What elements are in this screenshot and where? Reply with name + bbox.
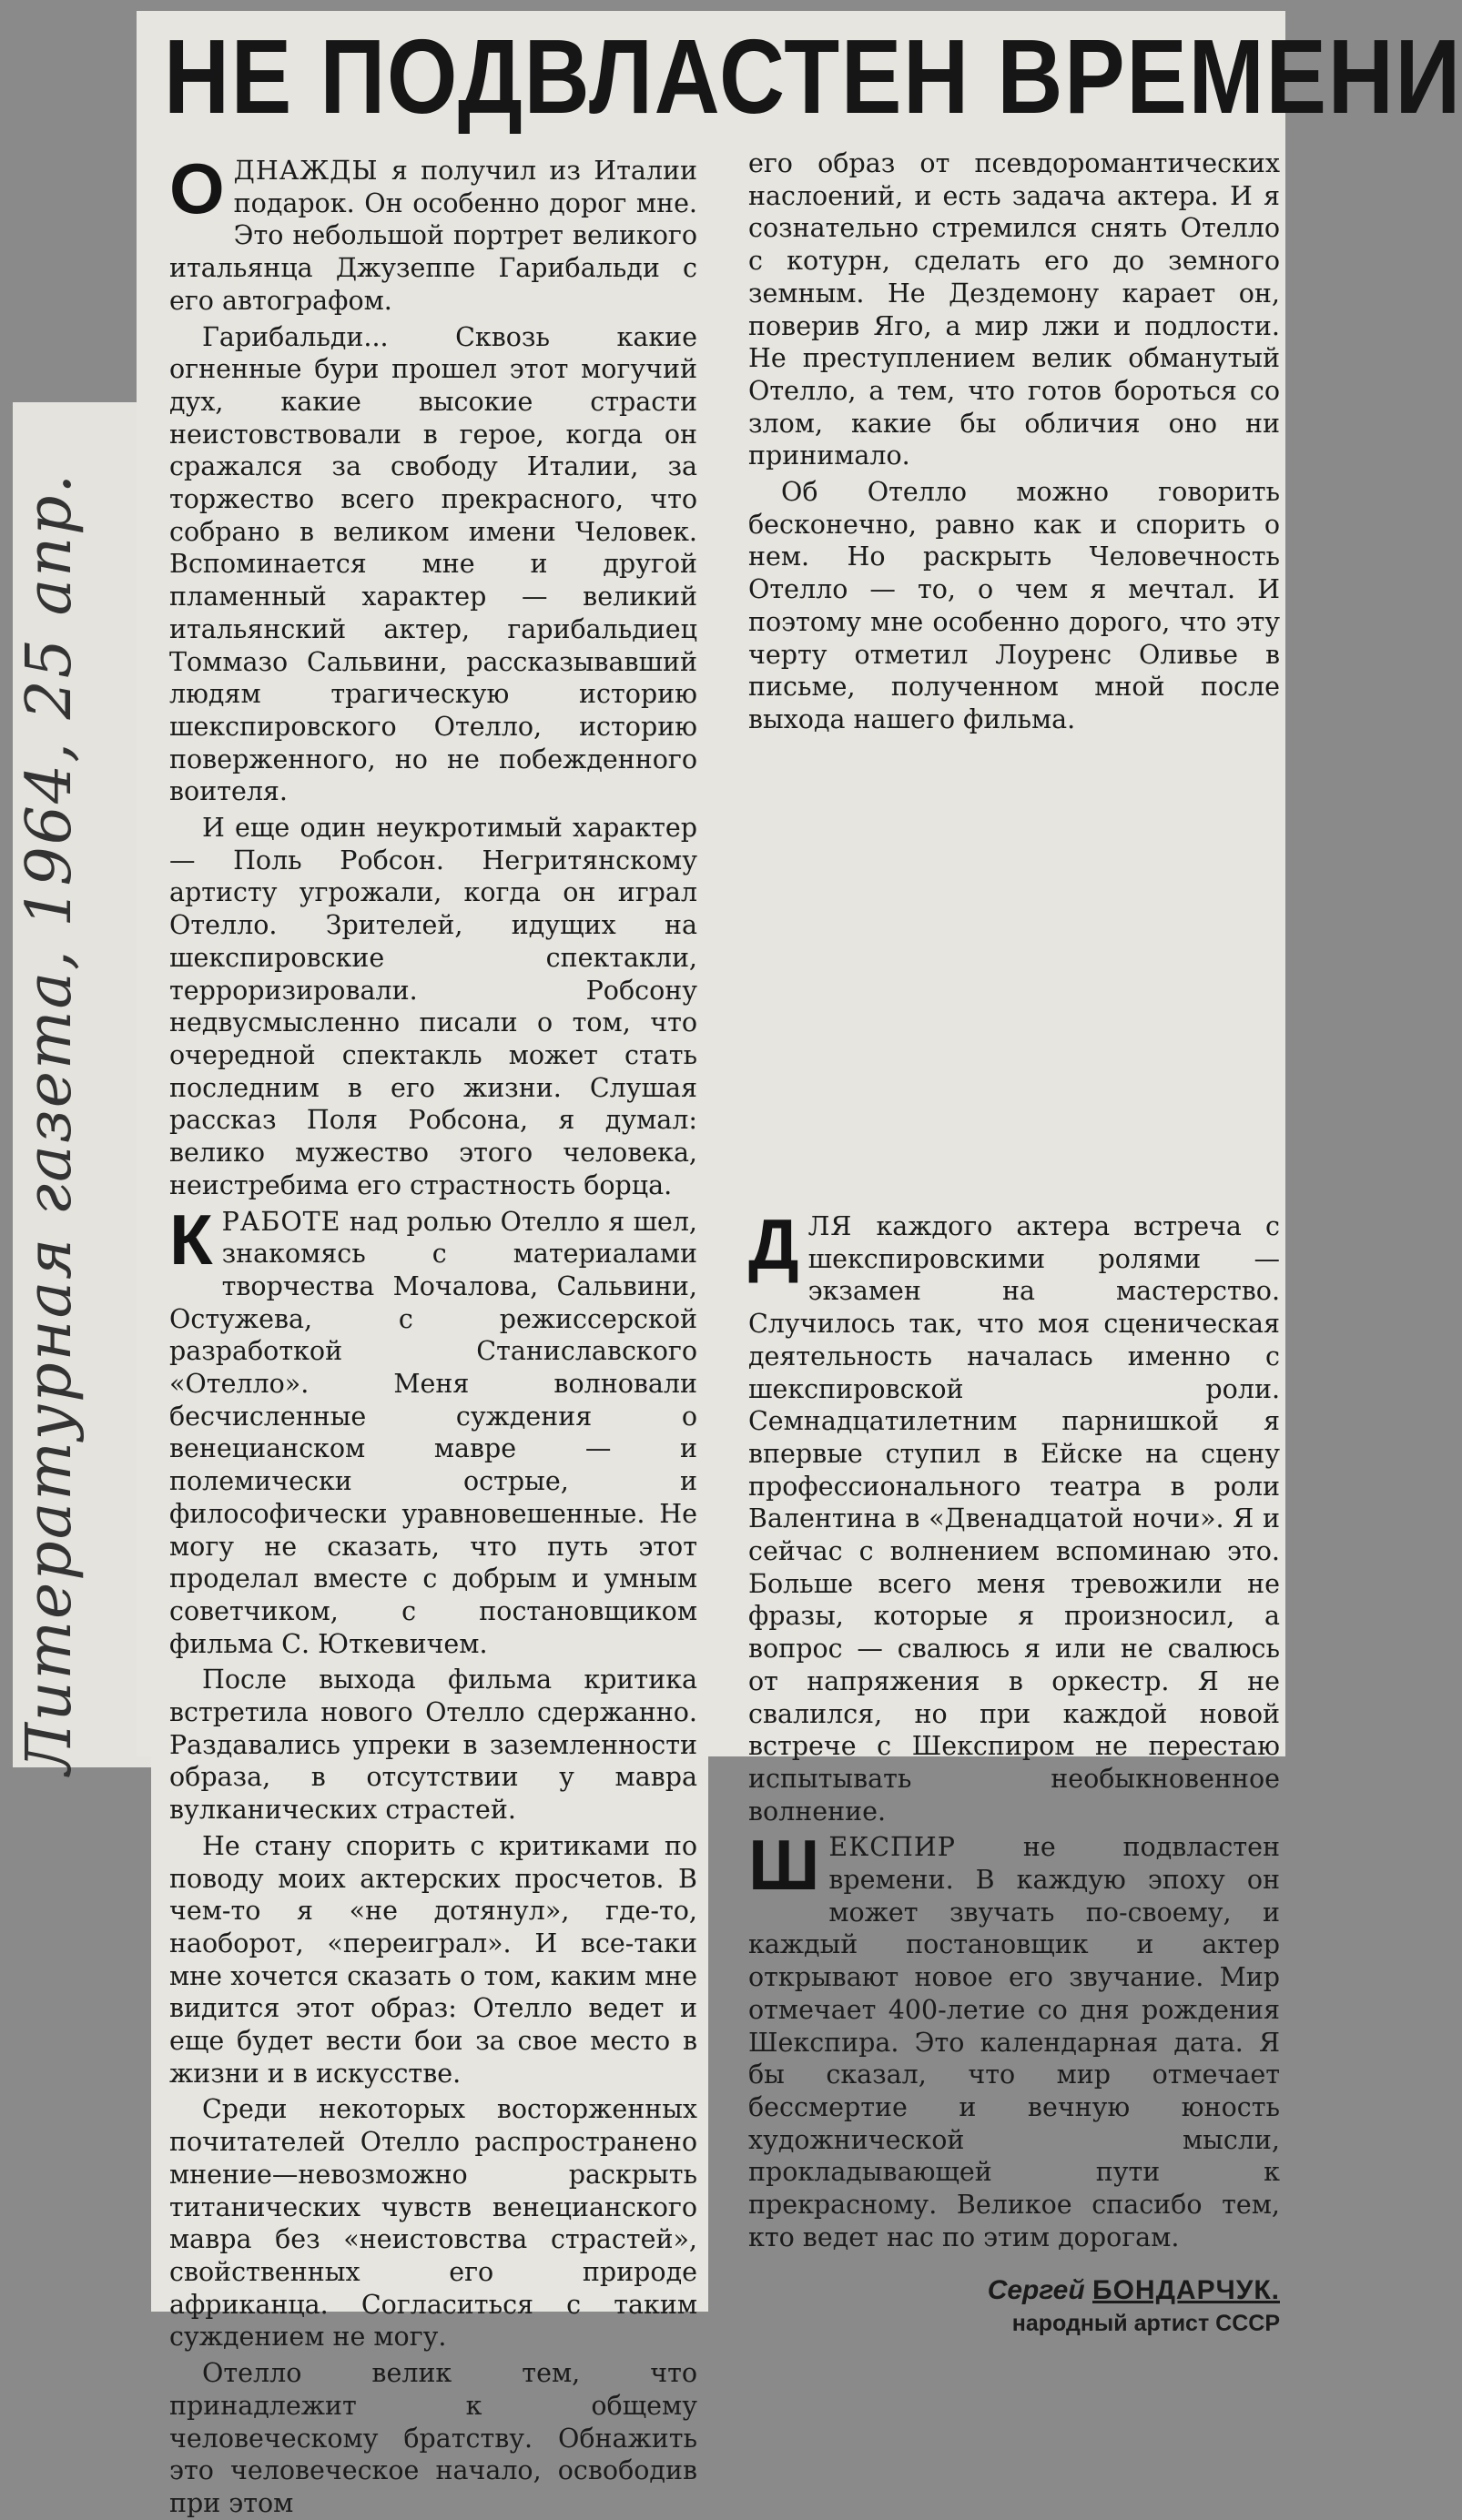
lead-word: РАБОТЕ xyxy=(221,1206,341,1237)
paragraph xyxy=(748,1204,1280,1827)
paragraph: Об Отелло можно говорить бесконечно, равно как и спорить о нем. Но раскрыть Человечность Отелло — то, о чем я мечтал. И поэтому мне особенно дорого, что эту черту отметил Лоуренс Оливье в письме, полученном мной после выхода нашего фильма. xyxy=(748,477,1280,734)
paragraph: Среди некоторых восторженных почитателей Отелло распространено мнение—невозможно раскрыть титанических чувств венецианского мавра без «неистовства страстей», свойственных его природе африканца. Согласиться с таким суждением не могу. xyxy=(169,2094,697,2353)
paragraph: Не стану спорить с критиками по поводу моих актерских просчетов. В чем-то я «не дотянул», где-то, наоборот, «переиграл». И все-таки мне хочется сказать о том, каким мне видится этот образ: Отелло ведет и еще будет вести бои за свое место в жизни и в искусстве. xyxy=(169,1830,697,2089)
author-surname: БОНДАРЧУК. xyxy=(1092,2274,1280,2305)
paragraph xyxy=(748,1825,1280,2253)
lead-word: ЛЯ xyxy=(807,1211,853,1241)
article-column-2-bottom xyxy=(748,1204,1280,2341)
headline: НЕ ПОДВЛАСТЕН ВРЕМЕНИ xyxy=(164,17,1462,136)
lead-word: ЕКСПИР xyxy=(828,1832,956,1863)
signature xyxy=(748,2274,1280,2341)
paragraph-text: я получил из Италии подарок. Он особенно дорог мне. Это небольшой портрет великого итальянца Джузеппе Гарибальди с его автографом. xyxy=(169,156,697,316)
article-column-1 xyxy=(169,148,697,2520)
paragraph: И еще один неукротимый характер — Поль Робсон. Негритянскому артисту угрожали, когда он играл Отелло. Зрителей, идущих на шекспировские спектакли, терроризировали. Робсону недвусмысленно писали о том, что очередной спектакль может стать последним в его жизни. Слушая рассказ Поля Робсона, я думал: велико мужество этого человека, неистребима его страстность борца. xyxy=(169,813,697,1200)
paragraph: Гарибальди... Сквозь какие огненные бури прошел этот могучий дух, какие высокие страсти неистовствовали в герое, когда он сражался за свободу Италии, за торжество всего прекрасного, что собрано в великом имени Человек. Вспоминается мне и другой пламенный характер — великий итальянский актер, гарибальдиец Томмазо Сальвини, рассказывавший людям трагическую историю шекспировского Отелло, историю поверженного, но не побежденного воителя. xyxy=(169,321,697,807)
paragraph xyxy=(169,1199,697,1661)
paragraph-text: не подвластен времени. В каждую эпоху он может звучать по-своему, и каждый постановщик и актер открывают новое его звучание. Мир отмечает 400-летие со дня рождения Шекспира. Это календарная дата. Я бы сказал, что мир отмечает бессмертие и вечную юность художнической мысли, прокладывающей пути к прекрасному. Великое спасибо тем, кто ведет нас по этим дорогам. xyxy=(748,1832,1280,2252)
paragraph: После выхода фильма критика встретила нового Отелло сдержанно. Раздавались упреки в заземленности образа, в отсутствии у мавра вулканических страстей. xyxy=(169,1665,697,1826)
author-title: народный артист СССР xyxy=(1011,2311,1280,2337)
paragraph xyxy=(169,148,697,318)
article-column-2-top xyxy=(748,147,1280,736)
paragraph: Отелло велик тем, что принадлежит к общему человеческому братству. Обнажить это человеческое начало, освободив при этом xyxy=(169,2358,697,2518)
lead-word: ДНАЖДЫ xyxy=(233,156,379,186)
author-name xyxy=(748,2274,1280,2307)
author-first-name: Сергей xyxy=(987,2274,1085,2305)
paragraph: его образ от псевдоромантических наслоений, и есть задача актера. И я сознательно стремился снять Отелло с котурн, сделать его до земного земным. Не Дездемону карает он, поверив Яго, а мир лжи и подлости. Не преступлением велик обманутый Отелло, а тем, что готов бороться со злом, какие бы обличия оно ни принимало. xyxy=(748,148,1280,471)
paragraph-text: над ролью Отелло я шел, знакомясь с материалами творчества Мочалова, Сальвини, Остужева, с режиссерской разработкой Станиславского «Отелло». Меня волновали бесчисленные суждения о венецианском мавре — и полемически острые, и философически уравновешенные. Не могу не сказать, что путь этот проделал вместе с добрым и умным советчиком, с постановщиком фильма С. Юткевичем. xyxy=(169,1206,697,1659)
drop-cap: Ш xyxy=(748,1825,820,1906)
handwritten-note: Литературная газета, 1964, 25 апр. xyxy=(14,471,86,1775)
drop-cap: О xyxy=(169,148,225,228)
drop-cap: К xyxy=(169,1199,213,1280)
paragraph-text: каждого актера встреча с шекспировскими ролями — экзамен на мастерство. Случилось так, что моя сценическая деятельность началась именно с шекспировской роли. Семнадцатилетним парнишкой я впервые ступил в Ейске на сцену профессионального театра в роли Валентина в «Двенадцатой ночи». Я и сейчас с волнением вспоминаю это. Больше всего меня тревожили не фразы, которые я произносил, а вопрос — свалюсь я или не свалюсь от напряжения в оркестр. Я не свалился, но при каждой новой встрече с Шекспиром не перестаю испытывать необыкновенное волнение. xyxy=(748,1211,1280,1827)
drop-cap: Д xyxy=(748,1204,799,1284)
